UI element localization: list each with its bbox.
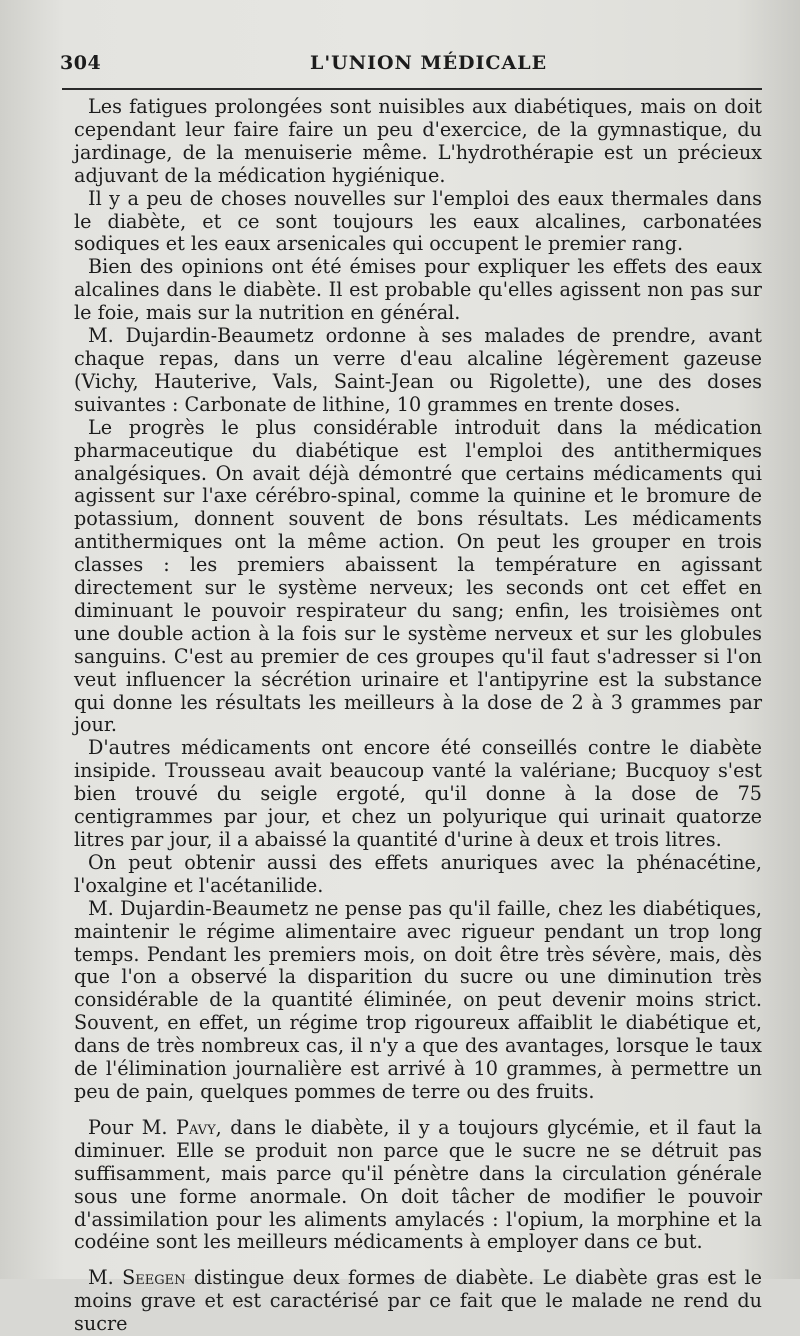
paragraph-lead: Pour M. [88,1115,177,1139]
paragraph: D'autres médicaments ont encore été conseillés contre le diabète insipide. Trousseau avait beaucoup vanté la valériane; Bucquoy s'est bien trouvé du seigle ergoté, qu'il donne à la dose de 75 centigrammes par jour, et chez un polyurique qui urinait quatorze litres par jour, il a abaissé la quantité d'urine à deux et trois litres. [74,736,762,851]
paragraph-body: , dans le diabète, il y a toujours glycémie, et il faut la diminuer. Elle se produit non parce que le sucre ne se détruit pas suffisamment, mais parce qu'il pénètre dans la circulation générale sous une forme anormale. On doit tâcher de modifier le pouvoir d'assimilation pour les aliments amylacés : l'opium, la morphine et la codéine sont les meilleurs médicaments à employer dans ce but. [74,1115,762,1254]
page-header [60,52,760,82]
author-name: Seegen [122,1266,186,1290]
paragraph: Le progrès le plus considérable introduit dans la médication pharmaceutique du diabétique est l'emploi des antithermiques analgésiques. On avait déjà démontré que certains médicaments qui agissent sur l'axe cérébro-spinal, comme la quinine et le bromure de potassium, donnent souvent de bons résultats. Les médicaments antithermiques ont la même action. On peut les grouper en trois classes : les premiers abaissent la température en agissant directement sur le système nerveux; les seconds ont cet effet en diminuant le pouvoir respirateur du sang; enfin, les troisièmes ont une double action à la fois sur le système nerveux et sur les globules sanguins. C'est au premier de ces groupes qu'il faut s'adresser si l'on veut influencer la sécrétion urinaire et l'antipyrine est la substance qui donne les résultats les meilleurs à la dose de 2 à 3 grammes par jour. [74,415,762,737]
paragraph: M. Dujardin-Beaumetz ne pense pas qu'il faille, chez les diabétiques, maintenir le régime alimentaire avec rigueur pendant un trop long temps. Pendant les premiers mois, on doit être très sévère, mais, dès que l'on a observé la disparition du sucre ou une diminution très considérable de la quantité éliminée, on peut devenir moins strict. Souvent, en effet, un régime trop rigoureux affaiblit le diabétique et, dans de très nombreux cas, il n'y a que des avantages, lorsque le taux de l'élimination journalière est arrivé à 10 grammes, à permettre un peu de pain, quelques pommes de terre ou des fruits. [74,896,762,1103]
paragraph-body: distingue deux formes de diabète. Le diabète gras est le moins grave et est caractérisé par ce fait que le malade ne rend du sucre [74,1266,762,1336]
paragraph: Il y a peu de choses nouvelles sur l'emploi des eaux thermales dans le diabète, et ce sont toujours les eaux alcalines, carbonatées sodiques et les eaux arsenicales qui occupent le premier rang. [74,186,762,256]
paragraph [74,1267,762,1336]
body-text [74,96,762,1336]
page-number: 304 [60,52,102,74]
header-rule [62,88,762,90]
paragraph-lead: M. [88,1266,123,1290]
author-name: Pavy [176,1115,216,1139]
paragraph [74,1117,762,1254]
paragraph: On peut obtenir aussi des effets anuriques avec la phénacétine, l'oxalgine et l'acétanilide. [74,850,762,897]
paragraph: Bien des opinions ont été émises pour expliquer les effets des eaux alcalines dans le diabète. Il est probable qu'elles agissent non pas sur le foie, mais sur la nutrition en général. [74,255,762,325]
running-title: L'UNION MÉDICALE [310,52,548,74]
paragraph: Les fatigues prolongées sont nuisibles aux diabétiques, mais on doit cependant leur faire faire un peu d'exercice, de la gymnastique, du jardinage, de la menuiserie même. L'hydrothérapie est un précieux adjuvant de la médication hygiénique. [74,95,762,187]
paragraph: M. Dujardin-Beaumetz ordonne à ses malades de prendre, avant chaque repas, dans un verre d'eau alcaline légèrement gazeuse (Vichy, Hauterive, Vals, Saint-Jean ou Rigolette), une des doses suivantes : Carbonate de lithine, 10 grammes en trente doses. [74,324,762,416]
